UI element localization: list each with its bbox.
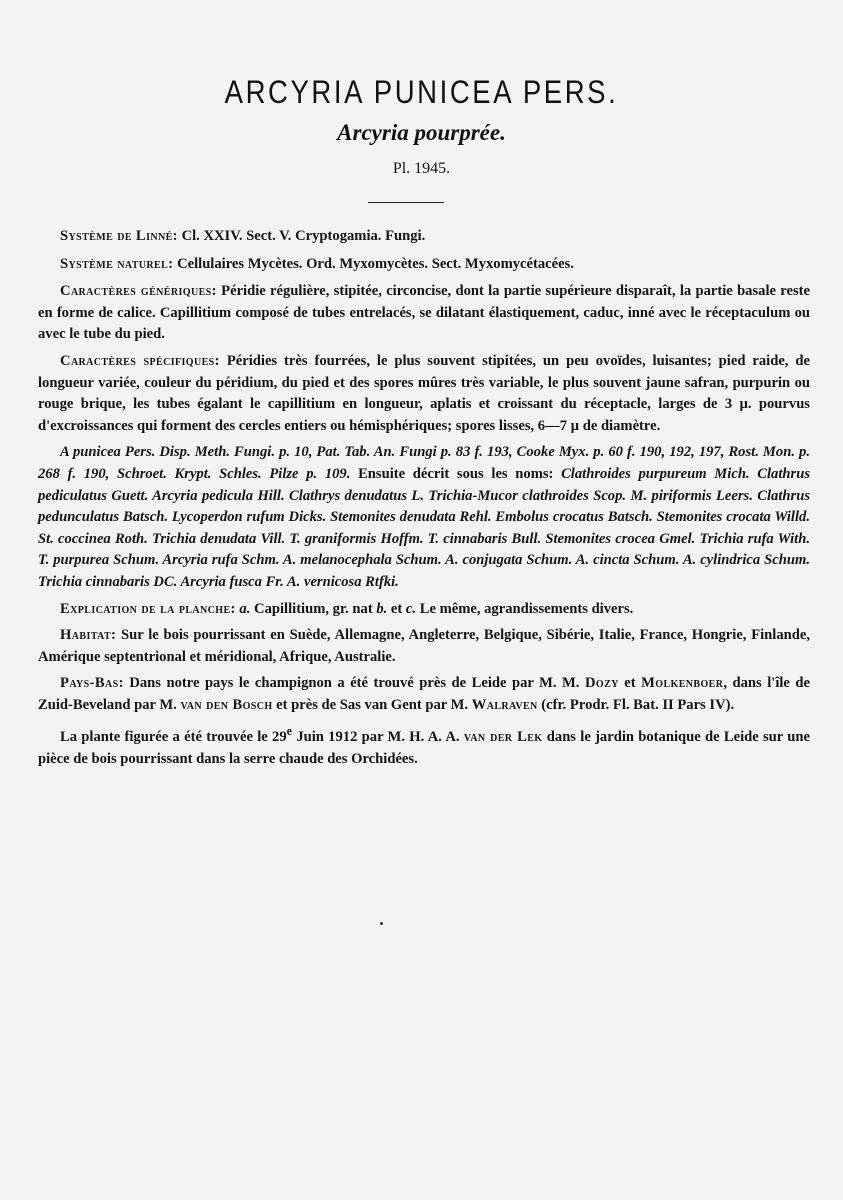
section-text: et: [618, 675, 642, 692]
section-figure: [38, 721, 810, 770]
divider: [368, 202, 444, 203]
section-text: Cellulaires Mycètes. Ord. Myxomycètes. Sect. Myxomycétacées.: [173, 255, 574, 272]
section-label: Habitat:: [60, 627, 117, 644]
section-linne: [38, 226, 810, 248]
section-synonymy: [38, 442, 810, 593]
section-text: , dans l'île de Zuid-Beveland par M.: [38, 675, 811, 713]
section-generiques: [38, 281, 810, 346]
section-naturel: [38, 254, 810, 276]
section-label: Système naturel:: [60, 255, 174, 272]
person-name: van der Lek: [463, 729, 543, 746]
section-label: Caractères génériques:: [60, 283, 217, 300]
section-text: et: [387, 600, 403, 617]
section-label: Explication de la planche:: [60, 600, 236, 617]
plate-number: Pl. 1945.: [392, 160, 451, 177]
synonymy-bridge: Ensuite décrit sous les noms:: [350, 465, 562, 482]
page-subtitle: Arcyria pourprée.: [337, 120, 506, 145]
section-text: Sur le bois pourrissant en Suède, Allemagne, Angleterre, Belgique, Sibérie, Italie, France, Hongrie, Finlande, Amérique septentrional et méridional, Afrique, Australie.: [38, 627, 810, 665]
section-text: Le même, agrandissements divers.: [416, 600, 634, 617]
section-text: dans le jardin botanique de Leide sur une pièce de bois pourrissant dans la serre chaude des Orchidées.: [38, 729, 811, 767]
document-body: [38, 226, 810, 776]
person-name: Walraven: [471, 696, 538, 713]
section-label: Caractères spécifiques:: [60, 352, 220, 369]
figure-letter-b: b.: [372, 600, 388, 617]
superscript: e: [286, 724, 293, 739]
ink-dot: [380, 922, 383, 925]
figure-letter-a: a.: [235, 600, 251, 617]
section-explication: [38, 599, 810, 621]
section-paysbas: [38, 673, 810, 716]
section-label: Pays-Bas:: [60, 675, 124, 692]
person-name: Dozy: [584, 675, 619, 692]
section-text: Dans notre pays le champignon a été trouvé près de Leide par M. M.: [123, 675, 585, 692]
synonymy-names: Clathroides purpureum Mich. Clathrus pediculatus Guett. Arcyria pedicula Hill. Clathrys denudatus L. Trichia-Mucor clathroides Scop. M. piriformis Leers. Clathrus pedunculatus Batsch. Lycoperdon rufum Dicks. Stemonites denudata Rehl. Embolus crocatus Batsch. Stemonites crocata Willd. St. coccinea Roth. Trichia denudata Vill. T. graniformis Hoffm. T. cinnabaris Bull. Stemonites crocea Gmel. Trichia rufa With. T. purpurea Schum. Arcyria rufa Schm. A. melanocephala Schum. A. conjugata Schum. A. cincta Schum. A. cylindrica Schum. Trichia cinnabaris DC. Arcyria fusca Fr. A. vernicosa Rtfki.: [38, 465, 810, 590]
section-specifiques: [38, 351, 810, 437]
person-name: Molkenboer: [641, 675, 724, 692]
figure-letter-c: c.: [402, 600, 417, 617]
page-title: ARCYRIA PUNICEA PERS.: [224, 74, 619, 110]
person-name: van den Bosch: [180, 696, 273, 713]
synonymy-references: A punicea Pers. Disp. Meth. Fungi. p. 10, Pat. Tab. An. Fungi p. 83 f. 193, Cooke Myx. p. 60 f. 190, 192, 197, Rost. Mon. p. 268 f. 190, Schroet. Krypt. Schles. Pilze p. 109.: [38, 444, 810, 482]
section-text: (cfr. Prodr. Fl. Bat. II Pars IV).: [537, 696, 735, 713]
section-text: Juin 1912 par M. H. A. A.: [292, 729, 464, 746]
section-text: Péridies très fourrées, le plus souvent stipitées, un peu ovoïdes, luisantes; pied raide, de longueur variée, couleur du péridium, du pied et des spores mûres très variable, le plus souvent jaune safran, purpurin ou rouge brique, les tubes égalant le capillitium en longueur, aplatis et croissant du réceptacle, larges de 3 µ. pourvus d'excroissances qui forment des cercles entiers ou hémisphériques; spores lisses, 6—7 µ de diamètre.: [38, 352, 810, 434]
section-label: Système de Linné:: [60, 228, 178, 244]
section-text: La plante figurée a été trouvée le 29: [60, 729, 287, 746]
section-text: Capillitium, gr. nat: [250, 600, 373, 617]
section-text: Cl. XXIV. Sect. V. Cryptogamia. Fungi.: [177, 228, 426, 244]
section-text: et près de Sas van Gent par M.: [272, 696, 472, 713]
section-habitat: [38, 625, 810, 668]
section-text: Péridie régulière, stipitée, circoncise, dont la partie supérieure disparaît, la partie basale reste en forme de calice. Capillitium composé de tubes entrelacés, se dilatant élastiquement, caduc, inné avec le réceptaculum ou avec le tube du pied.: [38, 283, 810, 343]
